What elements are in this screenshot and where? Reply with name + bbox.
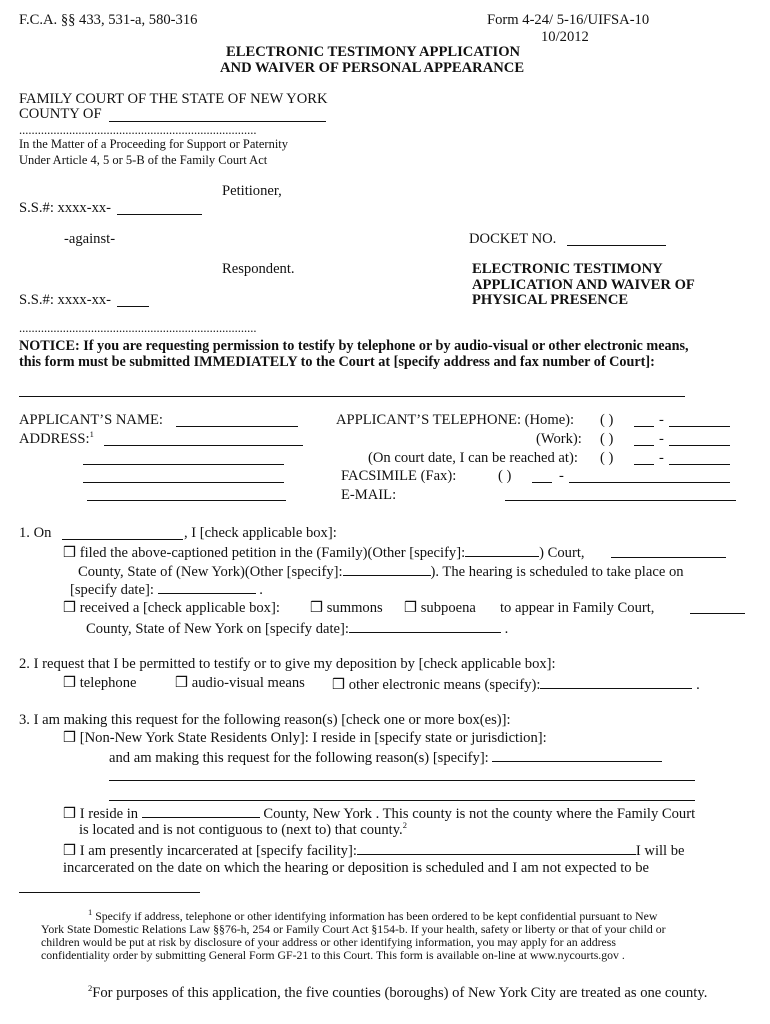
form-date: 10/2012 xyxy=(541,29,589,45)
footnote-ref-1: 1 xyxy=(89,429,94,440)
tel-home-area[interactable] xyxy=(634,426,654,427)
footnote-1-line1-text: Specify if address, telephone or other identifying information has been ordered to be kept confidential pursuant to New xyxy=(95,909,658,923)
footnote-2-marker: 2 xyxy=(88,983,93,994)
item1-a-line2b: ). The hearing is scheduled to take place on xyxy=(430,564,684,580)
respondent-label: Respondent. xyxy=(222,261,295,277)
footnote-1-line2: York State Domestic Relations Law §§76-h, 254 or Family Court Act §154-b. If your health, safety or liberty or that of your child or xyxy=(41,922,666,936)
item2-period: . xyxy=(696,677,700,693)
tel-court-label: (On court date, I can be reached at): xyxy=(368,450,578,466)
item1-intro: , I [check applicable box]: xyxy=(184,525,337,541)
other-electronic-label: other electronic means (specify): xyxy=(348,677,541,693)
notice-line1: NOTICE: If you are requesting permission to testify by telephone or by audio-visual or other electronic means, xyxy=(19,338,689,354)
subpoena-label: subpoena xyxy=(420,600,476,616)
tel-work-label: (Work): xyxy=(536,431,582,447)
tel-court-dash: - xyxy=(659,450,664,466)
petitioner-ss-label: S.S.#: xxxx-xx- xyxy=(19,200,112,216)
nonny-label: [Non-New York State Residents Only]: I reside in [specify state or jurisdiction]: xyxy=(79,730,547,746)
option-audio-visual xyxy=(175,675,305,692)
item1-date-field[interactable] xyxy=(62,539,183,540)
petitioner-ss-field[interactable] xyxy=(117,214,202,215)
county-field[interactable] xyxy=(109,121,326,122)
item1-a-checkbox[interactable]: ❒ xyxy=(63,545,77,561)
tel-home-number[interactable] xyxy=(669,426,730,427)
item3-incarcerated xyxy=(63,841,685,860)
reside-label2: County, New York . This county is not the county where the Family Court xyxy=(263,806,696,822)
applicant-name-field[interactable] xyxy=(176,426,298,427)
fax-area[interactable] xyxy=(532,482,552,483)
other-electronic-field[interactable] xyxy=(540,675,692,689)
caption-dots-bottom: ............................................................................ xyxy=(19,321,257,335)
nonny-reason-field-1[interactable] xyxy=(492,748,662,762)
notice-line2: this form must be submitted IMMEDIATELY to the Court at [specify address and fax number of Court]: xyxy=(19,354,655,370)
item1-b-line2 xyxy=(86,619,508,638)
petitioner-label: Petitioner, xyxy=(222,183,282,199)
summons-option xyxy=(310,600,383,617)
nonny-checkbox[interactable]: ❒ xyxy=(63,730,77,746)
footnote-1-line3: children would be put at risk by disclosure of your address or other identifying information, you may apply for an address xyxy=(41,935,616,949)
other-electronic-checkbox[interactable]: ❒ xyxy=(332,677,346,693)
item1-b-line2-text: County, State of New York on [specify date]: xyxy=(86,621,349,637)
tel-home-paren: ( ) xyxy=(600,412,614,428)
address-label xyxy=(19,431,94,448)
fax-paren: ( ) xyxy=(498,468,512,484)
statute-citation: F.C.A. §§ 433, 531-a, 580-316 xyxy=(19,12,198,28)
reside-county-field[interactable] xyxy=(142,804,260,818)
address-field-2[interactable] xyxy=(83,464,284,465)
item1-a-other-court-field[interactable] xyxy=(465,543,539,557)
subpoena-checkbox[interactable]: ❒ xyxy=(404,600,418,616)
facility-field[interactable] xyxy=(357,841,636,855)
item1-a-line2 xyxy=(78,562,684,581)
footnote-2 xyxy=(88,985,707,1002)
telephone-checkbox[interactable]: ❒ xyxy=(63,675,77,691)
matter-line1: In the Matter of a Proceeding for Support or Paternity xyxy=(19,137,289,151)
respondent-ss-field[interactable] xyxy=(117,306,149,307)
court-name: FAMILY COURT OF THE STATE OF NEW YORK xyxy=(19,91,328,107)
footnote-2-text: For purposes of this application, the five counties (boroughs) of New York City are treated as one county. xyxy=(92,985,708,1001)
docket-field[interactable] xyxy=(567,245,666,246)
item1-b-checkbox[interactable]: ❒ xyxy=(63,600,77,616)
item1-a-state-field[interactable] xyxy=(343,562,431,576)
tel-court-area[interactable] xyxy=(634,464,654,465)
tel-work-dash: - xyxy=(659,431,664,447)
item1-option-a xyxy=(63,543,585,562)
audio-visual-checkbox[interactable]: ❒ xyxy=(175,675,189,691)
fax-label: FACSIMILE (Fax): xyxy=(341,468,457,484)
footnote-1-marker: 1 xyxy=(88,907,93,918)
item1-a-line2a: County, State of (New York)(Other [specify]: xyxy=(78,564,343,580)
docket-label: DOCKET NO. xyxy=(469,231,557,247)
matter-line2: Under Article 4, 5 or 5-B of the Family Court Act xyxy=(19,153,268,167)
fax-dash: - xyxy=(559,468,564,484)
tel-court-number[interactable] xyxy=(669,464,730,465)
item1-b-period: . xyxy=(504,621,509,637)
audio-visual-label: audio-visual means xyxy=(191,675,305,691)
item1-b-appear: to appear in Family Court, xyxy=(500,600,655,616)
tel-home-label: APPLICANT’S TELEPHONE: (Home): xyxy=(336,412,575,428)
item1-option-b xyxy=(63,600,280,617)
doc-title-line2: APPLICATION AND WAIVER OF xyxy=(472,277,695,293)
reside-label3: is located and is not contiguous to (next to) that county. xyxy=(79,822,403,838)
email-field[interactable] xyxy=(505,500,736,501)
item1-a-line3 xyxy=(70,580,263,599)
county-label: COUNTY OF xyxy=(19,106,102,122)
incarcerated-label: I am presently incarcerated at [specify facility]: xyxy=(79,843,357,859)
court-address-field[interactable] xyxy=(19,396,685,397)
item3-reside-line2 xyxy=(79,822,407,839)
reside-label1: I reside in xyxy=(79,806,139,822)
item1-b-county-field[interactable] xyxy=(690,613,745,614)
option-other-electronic xyxy=(332,675,700,694)
item3-text: 3. I am making this request for the following reason(s) [check one or more box(es)]: xyxy=(19,712,511,728)
incarcerated-checkbox[interactable]: ❒ xyxy=(63,843,77,859)
tel-home-dash: - xyxy=(659,412,664,428)
address-label-text: ADDRESS: xyxy=(19,431,90,447)
item1-b-text: received a [check applicable box]: xyxy=(79,600,280,616)
footnote-ref-2: 2 xyxy=(402,820,407,831)
item2-text: 2. I request that I be permitted to testify or to give my deposition by [check applicable box]: xyxy=(19,656,556,672)
nonny-reason-field-2[interactable] xyxy=(109,780,695,781)
subpoena-option xyxy=(404,600,476,617)
item1-a-text2: ) Court, xyxy=(539,545,585,561)
item1-on: 1. On xyxy=(19,525,52,541)
address-field-3[interactable] xyxy=(83,482,284,483)
tel-court-paren: ( ) xyxy=(600,450,614,466)
applicant-name-label: APPLICANT’S NAME: xyxy=(19,412,163,428)
tel-work-number[interactable] xyxy=(669,445,730,446)
footnote-separator xyxy=(19,892,200,893)
fax-number[interactable] xyxy=(569,482,730,483)
item1-a-county-field[interactable] xyxy=(611,557,726,558)
item1-b-date-field[interactable] xyxy=(349,619,501,633)
item1-a-text1: filed the above-captioned petition in the (Family)(Other [specify]: xyxy=(79,545,466,561)
nonny-reason-field-3[interactable] xyxy=(109,800,695,801)
summons-label: summons xyxy=(326,600,383,616)
doc-title-line3: PHYSICAL PRESENCE xyxy=(472,292,629,308)
tel-work-paren: ( ) xyxy=(600,431,614,447)
item1-a-hearing-date-field[interactable] xyxy=(158,580,256,594)
tel-work-area[interactable] xyxy=(634,445,654,446)
item3-nonny xyxy=(63,730,547,747)
incarcerated-label2: I will be xyxy=(635,843,685,859)
email-label: E-MAIL: xyxy=(341,487,397,503)
form-number: Form 4-24/ 5-16/UIFSA-10 xyxy=(487,12,650,28)
item3-incarcerated-line2: incarcerated on the date on which the hearing or deposition is scheduled and I am not expected to be xyxy=(63,860,649,876)
footnote-1-line4: confidentiality order by submitting General Form GF-21 to this Court. This form is available on-line at www.nycourts.gov . xyxy=(41,948,625,962)
option-telephone xyxy=(63,675,136,692)
reside-checkbox[interactable]: ❒ xyxy=(63,806,77,822)
item1-a-period: . xyxy=(259,582,263,598)
address-field-1[interactable] xyxy=(104,445,303,446)
respondent-ss-label: S.S.#: xxxx-xx- xyxy=(19,292,112,308)
doc-title-line1: ELECTRONIC TESTIMONY xyxy=(472,261,663,277)
form-title-line2: AND WAIVER OF PERSONAL APPEARANCE xyxy=(220,60,525,76)
against-label: -against- xyxy=(64,231,116,247)
telephone-label: telephone xyxy=(79,675,137,691)
item1-a-date-label: [specify date]: xyxy=(70,582,154,598)
address-field-4[interactable] xyxy=(87,500,286,501)
nonny-reason-label: and am making this request for the following reason(s) [specify]: xyxy=(109,750,489,766)
summons-checkbox[interactable]: ❒ xyxy=(310,600,324,616)
item3-nonny-reason xyxy=(109,748,662,767)
item3-reside xyxy=(63,804,695,823)
form-title-line1: ELECTRONIC TESTIMONY APPLICATION xyxy=(226,44,521,60)
caption-dots: ............................................................................ xyxy=(19,123,257,137)
